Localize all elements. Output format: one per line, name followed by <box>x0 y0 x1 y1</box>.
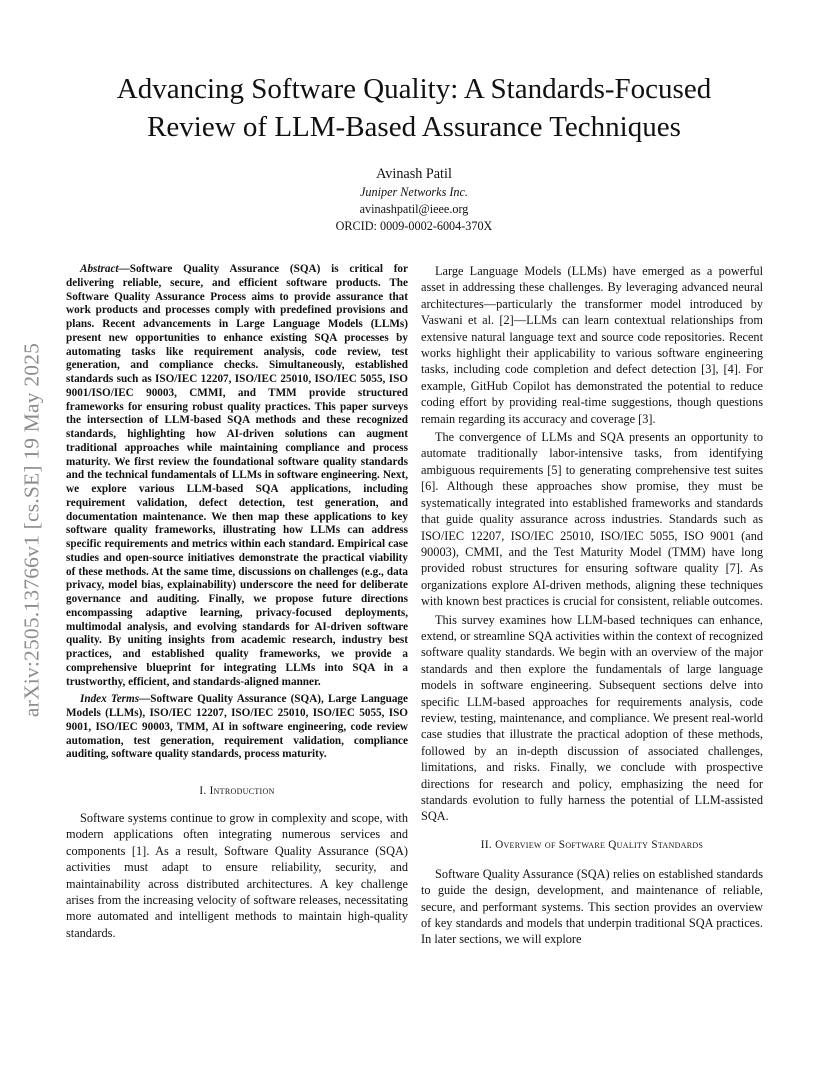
author-orcid: ORCID: 0009-0002-6004-370X <box>335 219 493 233</box>
section-heading-introduction <box>66 784 408 798</box>
paper-title-line-2: Review of LLM-Based Assurance Techniques <box>147 111 681 143</box>
section-1-title: Introduction <box>209 785 275 797</box>
intro-paragraph-2: Large Language Models (LLMs) have emerged as a powerful asset in addressing these challenges. By leveraging advanced neural architectures—particularly the transformer model introduced by Vaswani et al. [2]—LLMs can learn contextual relationships from extensive natural language text and source code repositories. Recent works highlight their applicability to various software engineering tasks, including code completion and defect detection [3], [4]. For example, GitHub Copilot has demonstrated the potential to reduce coding effort by providing real-time suggestions, though questions remain regarding its accuracy and coverage [3]. <box>421 264 763 426</box>
author-name: Avinash Patil <box>376 166 452 182</box>
abstract-label: Abstract <box>80 263 119 275</box>
section-heading-overview <box>421 838 763 852</box>
intro-paragraph-1: Software systems continue to grow in complexity and scope, with modern applications often integrating numerous services and components [1]. As a result, Software Quality Assurance (SQA) activities must adapt to ensure reliability, security, and maintainability across distributed architectures. A key challenge arises from the increasing velocity of software releases, necessitating more automated and intelligent methods to maintain high-quality standards. <box>66 811 408 940</box>
author-block <box>200 164 628 235</box>
section-1-numeral: I. <box>199 785 207 797</box>
section-2-numeral: II. <box>480 838 492 851</box>
arxiv-identifier-stamp <box>8 300 56 760</box>
index-terms <box>66 693 408 762</box>
intro-paragraph-3: The convergence of LLMs and SQA presents an opportunity to automate traditionally labor-intensive tasks, from identifying ambiguous requirements [5] to generating comprehensive test suites [6]. Although these approaches show promise, they must be systematically integrated into established frameworks and standards that guide quality assurance across industries. Standards such as ISO/IEC 12207, ISO/IEC 25010, ISO/IEC 5055, ISO 9001 (and 90003), CMMI, and the Test Maturity Model (TMM) have long provided robust structures for ensuring software quality [7]. As organizations explore AI-driven methods, aligning these techniques with known best practices is crucial for consistent, reliable outcomes. <box>421 430 763 609</box>
intro-paragraph-4: This survey examines how LLM-based techniques can enhance, extend, or streamline SQA activities within the context of recognized software quality standards. We begin with an overview of the major standards and then explore the fundamentals of large language models in software engineering. Subsequent sections delve into specific LLM-based approaches for requirements analysis, code review, testing, maintenance, and compliance. We present real-world case studies that illustrate the practical adoption of these methods, followed by an in-depth discussion of associated challenges, limitations, and risks. Finally, we conclude with prospective directions for research and policy, emphasizing the need for standards evolution to fully harness the potential of LLM-assisted SQA. <box>421 612 763 824</box>
overview-paragraph-1: Software Quality Assurance (SQA) relies on established standards to guide the design, development, and maintenance of reliable, secure, and performant systems. This section provides an overview of key standards and models that underpin traditional SQA practices. In later sections, we will explore <box>421 866 763 947</box>
author-email: avinashpatil@ieee.org <box>359 202 469 216</box>
abstract-text: —Software Quality Assurance (SQA) is critical for delivering reliable, secure, and efficient software products. The Software Quality Assurance Process aims to provide assurance that work products and processes comply with predefined provisions and plans. Recent advancements in Large Language Models (LLMs) present new opportunities to enhance existing SQA processes by automating tasks like requirement analysis, code review, test generation, and compliance checks. Simultaneously, established standards such as ISO/IEC 12207, ISO/IEC 25010, ISO/IEC 5055, ISO 9001/ISO/IEC 90003, CMMI, and TMM provide structured frameworks for ensuring robust quality practices. This paper surveys the intersection of LLM-based SQA methods and these recognized standards, highlighting how AI-driven solutions can augment traditional approaches while maintaining compliance and process maturity. We first review the foundational software quality standards and the technical fundamentals of LLMs in software engineering. Next, we explore various LLM-based SQA applications, including requirement validation, defect detection, test generation, and documentation maintenance. We then map these applications to key software quality frameworks, illustrating how LLMs can address specific requirements and metrics within each standard. Empirical case studies and open-source initiatives demonstrate the practical viability of these methods. At the same time, discussions on challenges (e.g., data privacy, model bias, explainability) underscore the need for deliberate governance and auditing. Finally, we propose future directions encompassing adaptive learning, privacy-focused deployments, multimodal analysis, and evolving standards for AI-driven software quality. By uniting insights from academic research, industry best practices, and established quality frameworks, we provide a comprehensive blueprint for integrating LLMs into SQA in a trustworthy, efficient, and standards-aligned manner. <box>66 263 408 688</box>
section-2-title: Overview of Software Quality Standards <box>495 838 704 851</box>
index-terms-label: Index Terms <box>80 693 140 706</box>
right-column <box>421 263 763 948</box>
left-column <box>66 263 408 941</box>
index-terms-text: —Software Quality Assurance (SQA), Large Language Models (LLMs), ISO/IEC 12207, ISO/IEC 25010, ISO/IEC 5055, ISO 9001, ISO/IEC 90003, TMM, AI in software engineering, code review automation, test generation, requirement validation, compliance auditing, software quality standards, process maturity. <box>66 693 408 761</box>
abstract <box>66 263 408 689</box>
paper-title <box>40 70 788 146</box>
author-affiliation: Juniper Networks Inc. <box>360 185 468 199</box>
paper-title-line-1: Advancing Software Quality: A Standards-Focused <box>116 73 712 105</box>
arxiv-identifier-text: arXiv:2505.13766v1 [cs.SE] 19 May 2025 <box>19 342 44 718</box>
